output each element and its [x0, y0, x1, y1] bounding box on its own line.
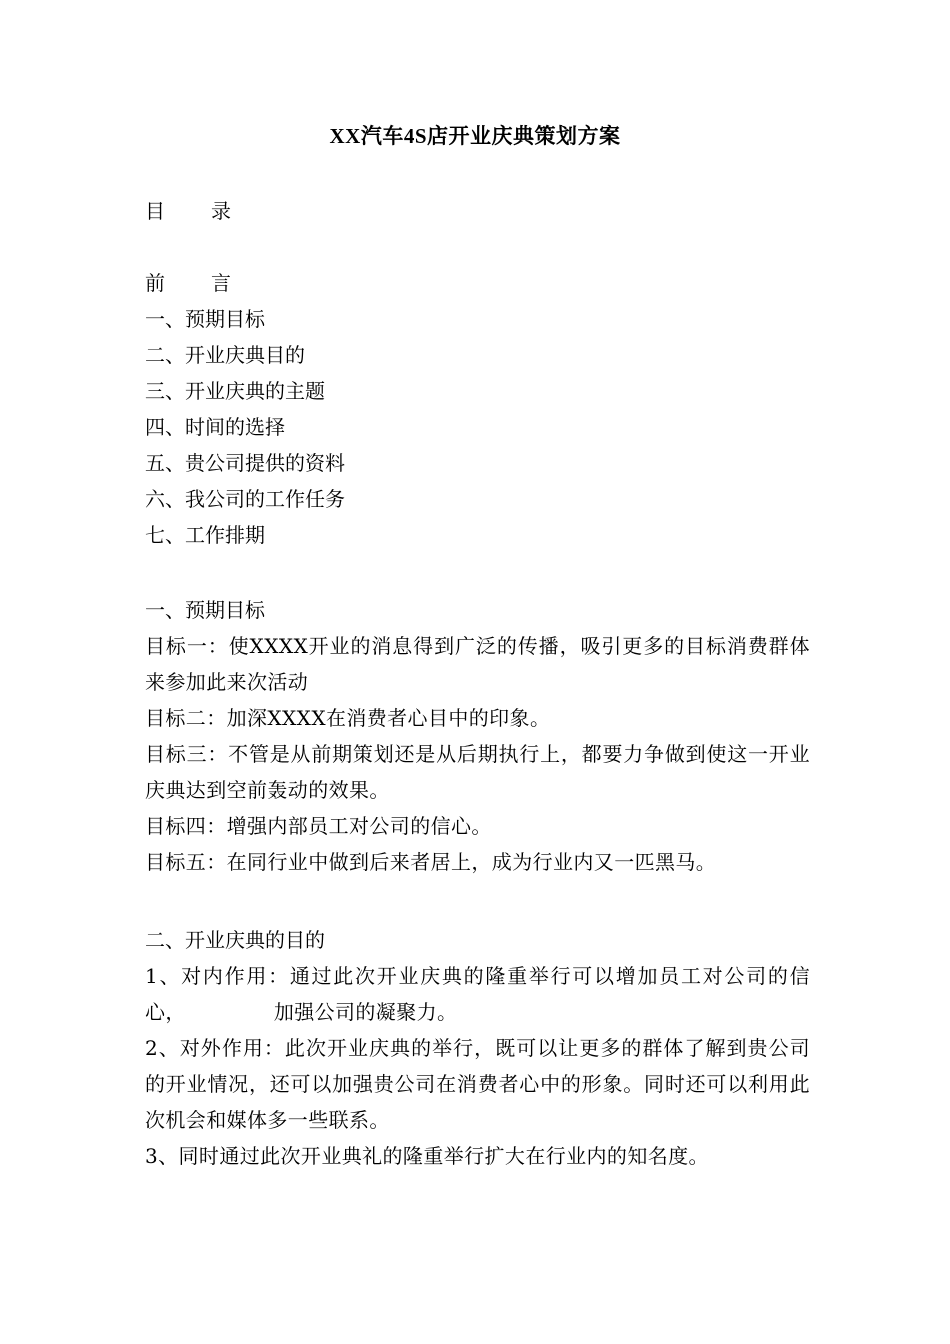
section-heading: 二、开业庆典的目的 [145, 928, 325, 952]
toc-preface-char-2: 言 [211, 271, 231, 295]
goal-paragraph: 目标二：加深XXXX在消费者心目中的印象。 [145, 706, 551, 730]
purpose-paragraph-part-2: 加强公司的凝聚力。 [273, 1000, 458, 1024]
goal-paragraph: 目标三：不管是从前期策划还是从后期执行上，都要力争做到使这一开业庆典达到空前轰动的效果。 [145, 742, 810, 802]
goal-paragraph: 目标四：增强内部员工对公司的信心。 [145, 814, 492, 838]
goal-paragraph: 目标五：在同行业中做到后来者居上，成为行业内又一匹黑马。 [145, 850, 717, 874]
section-expected-goals [145, 592, 810, 880]
toc-heading-char-1: 目 [145, 199, 165, 223]
toc-item: 三、开业庆典的主题 [145, 379, 325, 403]
document-title: XX汽车4S店开业庆典策划方案 [329, 124, 621, 148]
section-purpose [145, 922, 810, 1174]
blank-line [145, 229, 810, 265]
toc-heading-char-2: 录 [211, 199, 231, 223]
purpose-paragraph: 3、同时通过此次开业典礼的隆重举行扩大在行业内的知名度。 [145, 1144, 709, 1168]
table-of-contents [145, 193, 810, 553]
purpose-paragraph: 2、对外作用：此次开业庆典的举行，既可以让更多的群体了解到贵公司的开业情况，还可以加强贵公司在消费者心中的形象。同时还可以利用此次机会和媒体多一些联系。 [145, 1036, 810, 1132]
purpose-paragraph [145, 958, 810, 1030]
toc-item-preface [145, 265, 810, 301]
toc-item: 二、开业庆典目的 [145, 343, 305, 367]
toc-item: 一、预期目标 [145, 307, 265, 331]
toc-item: 四、时间的选择 [145, 415, 285, 439]
toc-item: 六、我公司的工作任务 [145, 487, 345, 511]
toc-item: 七、工作排期 [145, 523, 265, 547]
toc-heading [145, 193, 810, 229]
toc-item: 五、贵公司提供的资料 [145, 451, 345, 475]
goal-paragraph: 目标一：使XXXX开业的消息得到广泛的传播，吸引更多的目标消费群体来参加此来次活动 [145, 634, 810, 694]
purpose-paragraph-part-1: 1、对内作用：通过此次开业庆典的隆重举行可以增加员工对公司的信心， [145, 964, 810, 1024]
section-heading: 一、预期目标 [145, 598, 265, 622]
toc-preface-char-1: 前 [145, 271, 165, 295]
